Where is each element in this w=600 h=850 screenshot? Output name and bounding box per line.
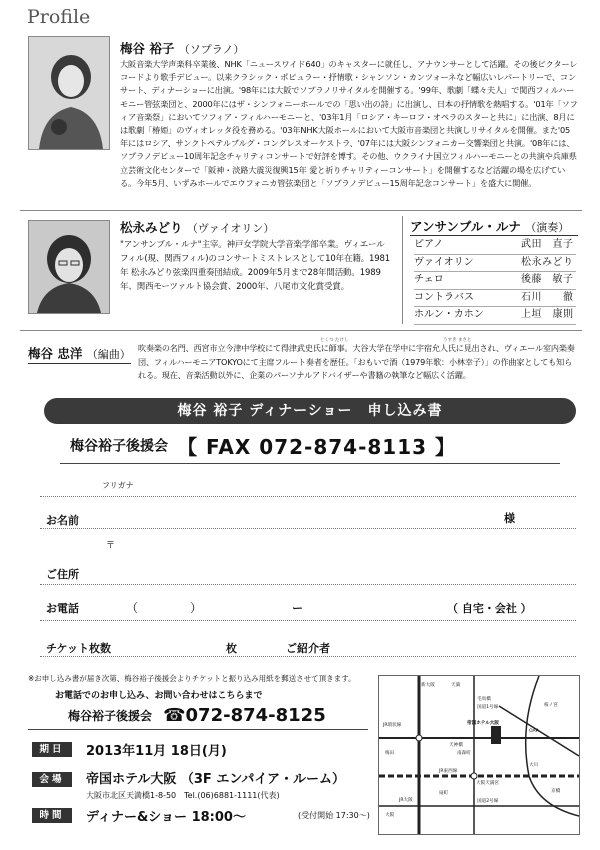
ensemble-member (414, 237, 576, 255)
map-label: 毛馬橋 (477, 697, 491, 702)
tickets-label: チケット枚数 (46, 642, 112, 655)
map-label: 国道1号線 (477, 705, 499, 710)
singer-name-line (120, 39, 244, 57)
map-label: 天神橋 (449, 743, 463, 748)
map-label: 扇町 (439, 791, 449, 796)
arranger-name: 梅谷 忠洋 (28, 346, 83, 361)
map-label: JR大阪 (399, 798, 413, 803)
map-label: JR環状線 (383, 723, 402, 728)
map-graphic (379, 676, 579, 834)
arranger-role: （編曲） (86, 348, 131, 361)
member-name: 松永みどり (521, 256, 574, 268)
member-name: 上垣 康則 (521, 309, 574, 320)
form-banner: 梅谷 裕子 ディナーショー 申し込み書 (44, 398, 576, 424)
map-label: 新大阪 (421, 683, 435, 688)
tickets-unit: 枚 (226, 642, 237, 655)
divider (20, 210, 582, 211)
ensemble-member-list (414, 237, 576, 325)
map-label: 国道2号線 (477, 799, 499, 804)
divider (20, 330, 582, 331)
member-instrument: チェロ (414, 274, 444, 285)
venue-label: 会場 (32, 772, 72, 787)
name-suffix: 様 (504, 512, 515, 525)
map-label: 帝国ホテル大阪 (467, 721, 499, 726)
violinist-photo (28, 220, 110, 314)
ensemble-title-line (410, 217, 569, 235)
venue-address: 大阪市北区天満橋1-8-50 Tel.(06)6881-1111(代表) (86, 791, 280, 800)
map-label: 梅田 (385, 751, 395, 756)
contact-org: 梅谷裕子後援会 (68, 709, 153, 723)
map-label: 大阪 (385, 813, 395, 818)
divider (40, 496, 576, 497)
time-label: 時間 (32, 808, 72, 823)
singer-name: 梅谷 裕子 (120, 41, 175, 56)
map-label: 桜ノ宮 (544, 703, 558, 708)
arranger-name-line (28, 344, 131, 364)
referrer-label: ご紹介者 (286, 642, 330, 655)
fax-line (70, 431, 530, 461)
member-name: 後藤 敏子 (521, 274, 574, 285)
time-reception: (受付開始 17:30〜) (298, 811, 370, 820)
member-instrument: コントラバス (414, 291, 474, 303)
phone-label: お電話 (46, 602, 79, 615)
map-label: OAP (529, 729, 539, 734)
violinist-name: 松永みどり (120, 220, 183, 235)
violinist-name-line (120, 218, 274, 236)
time-value: ディナー&ショー 18:00〜 (86, 810, 246, 825)
phone-field[interactable] (140, 596, 440, 616)
member-instrument: ヴァイオリン (414, 256, 474, 268)
phone-dash: ー (292, 602, 303, 615)
violinist-role: （ヴァイオリン） (186, 222, 275, 235)
ensemble-member (414, 307, 576, 325)
divider (28, 729, 368, 730)
date-value: 2013年11月 18日(月) (86, 744, 227, 759)
arranger-bio: 吹奏楽の名門、西宮市立今津中学校にて得津武史氏に師事。大谷大学在学中に宇宿允人氏に見出され、ヴィエール室内楽奏団、フィルハーモニアTOKYOにて主席フルート奏者を歴任。「おもいで酒（1979年歌：小林幸子）」の作曲家としても知られる。現在、音楽活動以外に、企業のパーソナルアドバイザーや書籍の執筆など幅広く活躍。 (138, 343, 575, 380)
divider (40, 656, 576, 657)
name-field[interactable] (110, 504, 500, 526)
ruby-note: うすき まさと (443, 338, 472, 343)
access-map (378, 675, 580, 835)
phone-open: （ (126, 601, 139, 615)
ruby-note: とくつ たけし (320, 338, 349, 343)
fax-number: 【 FAX 072-874-8113 】 (177, 435, 457, 459)
referrer-field[interactable] (340, 634, 570, 654)
ensemble-member (414, 290, 576, 308)
divider (410, 235, 578, 236)
member-name: 石川 徹 (521, 291, 574, 303)
ensemble-member (414, 255, 576, 273)
ensemble-title: アンサンブル・ルナ (410, 219, 521, 234)
divider (40, 528, 576, 529)
phone-type: （ 自宅・会社 ） (447, 602, 532, 615)
map-label: 大阪天満宮 (476, 781, 499, 786)
date-label: 期日 (32, 742, 72, 757)
address-field[interactable] (110, 540, 570, 582)
map-label: JR東西線 (439, 769, 458, 774)
profile-heading: Profile (27, 6, 91, 28)
ensemble-role: （演奏） (525, 221, 570, 234)
address-label: ご住所 (46, 568, 79, 581)
map-label: 京橋 (551, 789, 561, 794)
phone-close: ） (190, 601, 203, 615)
furigana-label: フリガナ (102, 481, 134, 490)
tickets-field[interactable] (130, 634, 220, 654)
venue-value: 帝国ホテル大阪 （3F エンパイア・ルーム） (86, 772, 346, 787)
map-label: 天満 (451, 683, 461, 688)
divider (60, 463, 560, 464)
contact-line (68, 705, 326, 726)
member-instrument: ピアノ (414, 239, 444, 250)
contact-note: お電話でのお申し込み、お問い合わせはこちらまで (55, 691, 263, 701)
singer-bio: 大阪音楽大学声楽科卒業後、NHK「ニュースワイド640」のキャスターに就任し、アナウンサーとして活躍。その後ビクターレコードより歌手デビュー。以来クラシック・ポピュラー・抒情歌・シャンソン・カンツォーネなど幅広いレパートリーで、コンサート、ディナーショーに出演。'98年には大阪でソプラノリサイタルを開催する。'99年、歌劇「蝶々夫人」で関西フィルハーモニー管弦楽団と、2000年にはザ・シンフォニーホールでの「思い出の詩」に出演し、日本の抒情歌を熱唱する。'01年「ソフィア音楽祭」においてソフィア・フィルハーモニーと、'03年1月「ロシア・キーロフ・オペラのスターと共に」に出演、8月には歌劇「椿姫」のヴィオレッタ役を務める。'03年NHK大阪ホールにおいて大阪市音楽団と共演しリサイタルを開催。また'05年にはロシア、サンクトペテルブルグ・コングレスオーケストラ、'07年には大阪シンフォニカー交響楽団と共演。'08年には、ソプラノデビュー10周年記念チャリティコンサートで好評を博す。その他、ウクライナ国立フィルハーモニーとの共演や兵庫県立芸術文化センターで「阪神・淡路大震災復興15年 愛と祈りチャリティーコンサート」を開催するなど活躍の場を広げている。今年5月、いずみホールでエウフォニカ管弦楽団と「ソプラノデビュー15周年記念コンサート」を盛大に開催。 (120, 59, 578, 188)
name-label: お名前 (46, 514, 79, 527)
member-instrument: ホルン・カホン (414, 309, 484, 320)
singer-photo (28, 36, 110, 150)
ensemble-member (414, 272, 576, 290)
divider (402, 216, 403, 324)
map-label: 南森町 (457, 751, 471, 756)
singer-role: （ソプラノ） (178, 43, 245, 56)
contact-phone[interactable]: ☎072-874-8125 (163, 705, 326, 726)
mail-note: ※お申し込み書が届き次第、梅谷裕子後援会よりチケットと振り込み用紙を郵送させて頂きます。 (28, 674, 356, 683)
postal-mark: 〒 (106, 541, 116, 551)
divider (40, 584, 576, 585)
divider (40, 620, 576, 621)
violinist-bio: "アンサンブル・ルナ"主宰。神戸女学院大学音楽学部卒業。ヴィエールフィル(現、関西フィル)のコンサートミストレスとして10年在籍。1981年 松永みどり弦楽四重奏団結成。2009年5月まで28年間活動。1989年、関西モーツァルト協会賞、2000年、八尾市文化賞受賞。 (120, 240, 391, 292)
org-name: 梅谷裕子後援会 (70, 438, 168, 455)
member-name: 武田 直子 (521, 239, 574, 250)
map-label: 大川 (529, 763, 539, 768)
